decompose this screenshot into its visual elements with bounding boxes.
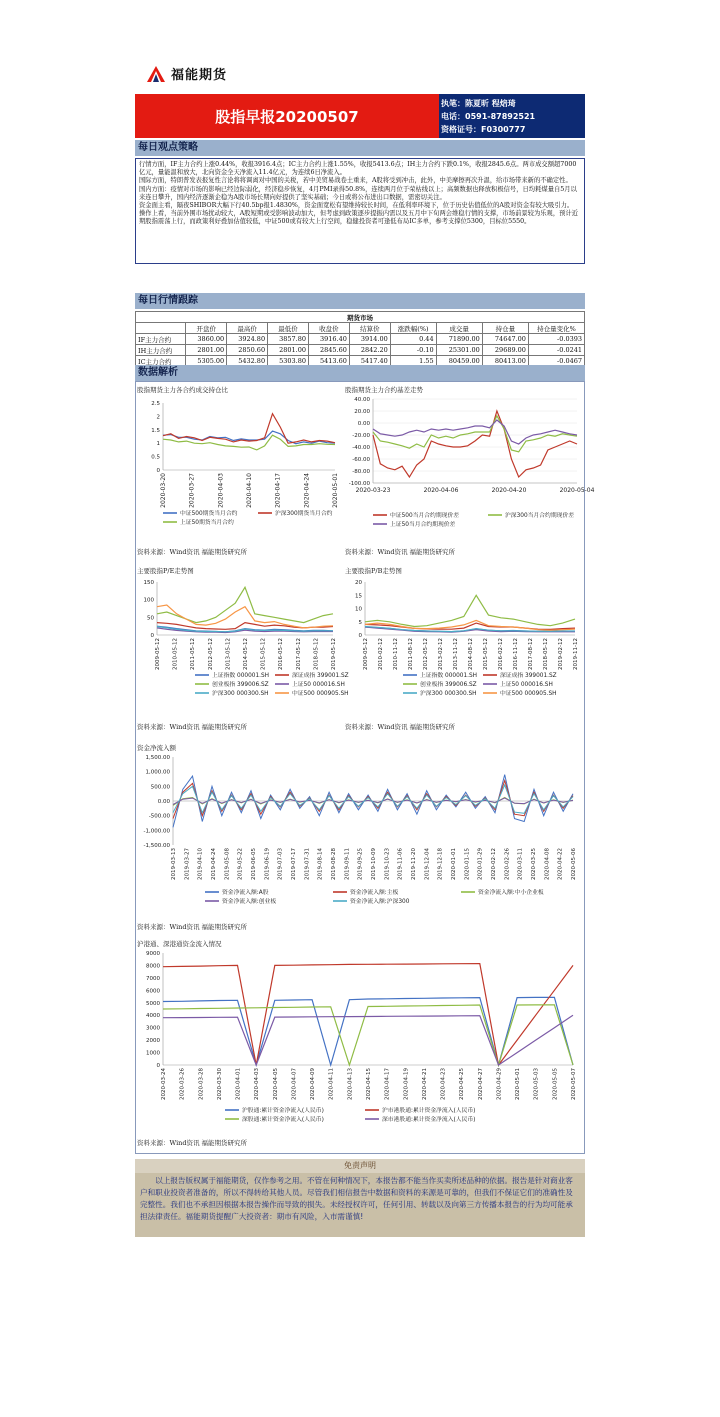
- y-tick-label: -80.00: [352, 469, 370, 475]
- column-header: 最低价: [268, 323, 309, 334]
- x-tick-label: 2019-04-24: [211, 848, 217, 880]
- x-tick-label: 2019-06-05: [251, 848, 257, 880]
- x-tick-label: 2020-04-15: [366, 1068, 372, 1100]
- x-tick-label: 2019-08-28: [331, 848, 337, 880]
- license-line: 资格证号：F0300777: [441, 125, 526, 134]
- table-cell: 71890.00: [436, 334, 482, 345]
- pb-chart: [343, 574, 583, 719]
- y-tick-label: 5000: [146, 1000, 160, 1007]
- y-tick-label: 3000: [146, 1025, 160, 1032]
- y-tick-label: 0.00: [157, 799, 170, 805]
- y-tick-label: 4000: [146, 1013, 160, 1020]
- table-cell: 3857.80: [268, 334, 309, 345]
- y-tick-label: 2000: [146, 1038, 160, 1045]
- x-tick-label: 2020-04-25: [459, 1068, 466, 1100]
- y-tick-label: 2: [156, 414, 160, 421]
- x-tick-label: 2013-05-12: [225, 638, 232, 670]
- x-tick-label: 2020-05-05: [552, 1068, 559, 1100]
- table-cell: 2801.00: [186, 345, 227, 356]
- x-tick-label: 2020-04-08: [544, 848, 551, 880]
- table-cell: 5305.00: [186, 356, 227, 367]
- y-tick-label: 1: [156, 441, 160, 448]
- table-cell: 3914.00: [349, 334, 390, 345]
- x-tick-label: 2020-01-15: [464, 848, 471, 880]
- x-tick-label: 2019-11-12: [573, 638, 579, 670]
- y-tick-label: 15: [355, 593, 362, 600]
- strategy-paragraph: 国际方面，特朗普发表报复性言论将将调离对中国的关税，若中美贸易战卷土重来，A股将受到冲击，此外，中美摩擦再次升温，给市场带来新的不确定性。: [139, 177, 572, 185]
- legend-label: 资金净流入额:沪深300: [350, 899, 410, 905]
- legend-label: 中证500期货当月合约: [180, 511, 238, 517]
- legend-label: 沪市港股通:累计资金净流入(人民币): [382, 1108, 476, 1114]
- x-tick-label: 2019-12-04: [424, 848, 431, 880]
- x-tick-label: 2009-05-12: [363, 638, 369, 670]
- legend-label: 资金净流入额:中小企业板: [478, 890, 544, 896]
- x-tick-label: 2019-10-23: [384, 848, 391, 880]
- x-tick-label: 2020-04-21: [421, 1068, 428, 1100]
- pe-chart: [135, 574, 349, 719]
- y-tick-label: 50: [147, 615, 154, 622]
- author-line: 执笔：陈夏昕 程焙琦: [441, 99, 516, 108]
- x-tick-label: 2016-02-12: [498, 638, 504, 670]
- x-tick-label: 2019-06-19: [264, 848, 271, 880]
- x-tick-label: 2015-05-12: [260, 638, 267, 670]
- table-cell: 5303.80: [268, 356, 309, 367]
- y-tick-label: -20.00: [352, 433, 370, 439]
- source-note: 资料来源：Wind资讯 福能期货研究所: [345, 723, 456, 731]
- y-tick-label: 0: [156, 1063, 160, 1069]
- disclaimer-text: 以上报告版权属于福能期货，仅作参考之用。不管在何种情况下，本报告都不能当作买卖所述品种的依据。报告是针对商业客户和职业投资者准备的，所以不得转给其他人员。尽管我们相信报告中数据和资料的来源是可靠的，但我们不保证它们的准确性及完整性。我们也不承担因根据本报告操作而导致的损失。未经授权许可，任何引用、转载以及向第三方传播本报告的行为均可能承担法律责任。福能期货提醒广大投资者：期市有风险，入市需谨慎!: [135, 1173, 585, 1237]
- legend-label: 沪深300 000300.SH: [420, 691, 477, 697]
- x-tick-label: 2020-01-29: [477, 848, 484, 880]
- x-tick-label: 2016-11-12: [513, 638, 519, 670]
- table-cell: 80413.00: [482, 356, 528, 367]
- strategy-paragraph: 国内方面：疫情对市场的影响已经边际弱化，经济稳步恢复，4月PMI录得50.8%，连续两月位于荣枯线以上；高频数据也释放积极信号，日均耗煤量自5月以来连日攀升，国内经济逐渐企稳为A股市场长期向好提供了坚实基础；今日或将公布进出口数据，需密切关注。: [139, 185, 577, 201]
- y-tick-label: 9000: [146, 951, 160, 957]
- report-title: 股指早报20200507: [135, 94, 439, 138]
- y-tick-label: 20: [355, 580, 362, 586]
- x-tick-label: 2020-04-19: [403, 1068, 410, 1100]
- x-tick-label: 2020-03-26: [179, 1068, 186, 1100]
- column-header: 涨跌幅(%): [390, 323, 436, 334]
- x-tick-label: 2019-10-09: [371, 848, 377, 880]
- x-tick-label: 2020-04-10: [246, 473, 253, 508]
- x-tick-label: 2019-09-11: [344, 848, 351, 880]
- x-tick-label: 2020-01-01: [451, 848, 457, 880]
- legend-label: 资金净流入额:主板: [350, 890, 399, 896]
- source-note: 资料来源：Wind资讯 福能期货研究所: [137, 548, 248, 556]
- y-tick-label: -60.00: [352, 457, 370, 463]
- legend-label: 沪深300当月合约期现价差: [505, 513, 575, 519]
- x-tick-label: 2010-02-12: [378, 638, 384, 670]
- legend-label: 上证指数 000001.SH: [212, 673, 270, 679]
- volume-oi-ratio-chart: [135, 393, 341, 545]
- table-cell: 5413.60: [308, 356, 349, 367]
- x-tick-label: 2015-05-12: [483, 638, 489, 670]
- x-tick-label: 2020-03-27: [188, 473, 196, 508]
- x-tick-label: 2019-04-10: [197, 848, 204, 880]
- x-tick-label: 2019-09-25: [357, 848, 364, 880]
- series-line: [365, 623, 575, 629]
- phone-line: 电话：0591-87892521: [441, 112, 536, 121]
- x-tick-label: 2019-07-03: [277, 848, 284, 880]
- table-cell: -0.0467: [528, 356, 584, 367]
- table-cell: 2842.20: [349, 345, 390, 356]
- legend-label: 中证500 000905.SH: [292, 691, 349, 697]
- x-tick-label: 2019-08-14: [317, 848, 324, 880]
- series-line: [163, 414, 335, 444]
- x-tick-label: 2011-08-12: [408, 638, 414, 670]
- x-tick-label: 2019-11-06: [397, 848, 404, 880]
- x-tick-label: 2016-05-12: [278, 638, 285, 670]
- x-tick-label: 2020-03-24: [161, 1068, 167, 1100]
- y-tick-label: -1,000.00: [143, 828, 170, 835]
- table-cell: 80459.00: [436, 356, 482, 367]
- table-cell: IH主力合约: [136, 345, 186, 356]
- legend-label: 资金净流入额:A股: [222, 890, 269, 896]
- x-tick-label: 2017-08-12: [528, 638, 534, 670]
- y-tick-label: 40.00: [354, 397, 370, 403]
- x-tick-label: 2020-04-11: [328, 1068, 335, 1100]
- series-line: [173, 785, 573, 813]
- x-tick-label: 2020-04-13: [347, 1068, 354, 1100]
- x-tick-label: 2020-04-22: [557, 848, 564, 880]
- source-note: 资料来源：Wind资讯 福能期货研究所: [137, 1139, 248, 1147]
- table-cell: 25301.00: [436, 345, 482, 356]
- x-tick-label: 2020-03-23: [355, 487, 391, 494]
- x-tick-label: 2012-05-12: [207, 638, 214, 670]
- series-line: [163, 964, 573, 1065]
- y-tick-label: 0.5: [151, 454, 160, 461]
- x-tick-label: 2020-04-24: [303, 473, 311, 508]
- table-cell: 2801.00: [268, 345, 309, 356]
- column-header: [136, 323, 186, 334]
- y-tick-label: -100.00: [348, 481, 370, 487]
- y-tick-label: -500.00: [148, 813, 170, 820]
- y-tick-label: 1,500.00: [145, 755, 170, 761]
- y-tick-label: 0: [150, 633, 154, 639]
- x-tick-label: 2019-12-18: [437, 848, 444, 880]
- y-tick-label: 1000: [146, 1050, 160, 1057]
- table-cell: IC主力合约: [136, 356, 186, 367]
- x-tick-label: 2019-05-22: [237, 848, 244, 880]
- x-tick-label: 2020-05-03: [533, 1068, 540, 1100]
- brand-logo: [147, 64, 227, 83]
- fund-flow-chart: [135, 751, 583, 919]
- x-tick-label: 2020-05-01: [515, 1068, 522, 1100]
- source-note: 资料来源：Wind资讯 福能期货研究所: [345, 548, 456, 556]
- table-cell: -0.0393: [528, 334, 584, 345]
- disclaimer-title: 免责声明: [135, 1159, 585, 1173]
- x-tick-label: 2020-04-17: [384, 1068, 391, 1100]
- y-tick-label: 500.00: [150, 784, 170, 791]
- strategy-paragraph: 操作上看，当前外围市场扰动较大，A股短期或受影响波动加大，但考虑到政策逐步提振内需以及五月中下旬两会维稳行情的支撑，市场前景较为乐观，预计近期股指震荡上行，而政策利好叠加估值较低，中证500或有较大上行空间，稳健投资者可逢低布局IC多单，参考支撑位5300，目标位5550。: [139, 210, 579, 226]
- legend-label: 深证成指 399001.SZ: [500, 673, 557, 679]
- legend-label: 沪股通:累计资金净流入(人民币): [242, 1108, 324, 1114]
- legend-label: 沪深300 000300.SH: [212, 691, 269, 697]
- x-tick-label: 2012-05-12: [423, 638, 429, 670]
- table-cell: -0.0241: [528, 345, 584, 356]
- table-cell: 74647.00: [482, 334, 528, 345]
- legend-label: 上证50 000016.SH: [292, 682, 345, 688]
- y-tick-label: 6000: [146, 988, 160, 995]
- x-tick-label: 2013-11-12: [453, 638, 459, 670]
- x-tick-label: 2020-04-05: [272, 1068, 279, 1100]
- y-tick-label: -1,500.00: [143, 843, 170, 849]
- y-tick-label: 2.5: [151, 401, 160, 407]
- x-tick-label: 2020-04-17: [274, 473, 282, 508]
- section-market-heading: 每日行情跟踪: [135, 293, 585, 309]
- futures-table: [135, 311, 585, 367]
- x-tick-label: 2019-07-31: [304, 848, 311, 880]
- column-header: 持仓量变化%: [528, 323, 584, 334]
- section-analysis-heading: 数据解析: [135, 365, 585, 381]
- legend-label: 深股通:累计资金净流入(人民币): [242, 1117, 324, 1123]
- y-tick-label: 7000: [146, 975, 160, 982]
- chart-title: 股指期货主力各合约成交持仓比: [137, 386, 228, 394]
- x-tick-label: 2020-03-25: [531, 848, 537, 880]
- author-info: [439, 94, 585, 138]
- x-tick-label: 2011-05-12: [190, 638, 197, 670]
- chart-title: 资金净流入额: [137, 744, 176, 752]
- x-tick-label: 2019-11-20: [411, 848, 417, 880]
- table-cell: 1.55: [390, 356, 436, 367]
- table-cell: 2845.60: [308, 345, 349, 356]
- legend-label: 深证成指 399001.SZ: [292, 673, 349, 679]
- x-tick-label: 2020-05-06: [571, 848, 577, 880]
- legend-label: 中证500 000905.SH: [500, 691, 557, 697]
- x-tick-label: 2009-05-12: [155, 638, 161, 670]
- table-cell: 5417.40: [349, 356, 390, 367]
- y-tick-label: 0: [358, 633, 362, 639]
- y-tick-label: -40.00: [352, 445, 370, 451]
- strategy-box: [135, 158, 585, 264]
- x-tick-label: 2020-04-27: [477, 1068, 484, 1100]
- x-tick-label: 2014-05-12: [243, 638, 249, 670]
- y-tick-label: 1.5: [151, 427, 160, 434]
- y-tick-label: 0: [156, 468, 160, 474]
- x-tick-label: 2013-02-12: [438, 638, 444, 670]
- connect-flow-chart: [135, 947, 583, 1135]
- x-tick-label: 2020-03-28: [198, 1068, 205, 1100]
- x-tick-label: 2020-04-20: [491, 487, 527, 494]
- x-tick-label: 2020-03-11: [517, 848, 524, 880]
- x-tick-label: 2018-05-12: [313, 638, 320, 670]
- column-header: 成交量: [436, 323, 482, 334]
- basis-chart: [343, 393, 595, 545]
- x-tick-label: 2017-05-12: [295, 638, 302, 670]
- legend-label: 上证指数 000001.SH: [420, 673, 478, 679]
- x-tick-label: 2019-07-17: [291, 848, 297, 880]
- x-tick-label: 2020-04-01: [235, 1068, 242, 1100]
- column-header: 持仓量: [482, 323, 528, 334]
- x-tick-label: 2020-04-03: [217, 473, 225, 508]
- legend-label: 上证50 000016.SH: [500, 682, 553, 688]
- column-header: 最高价: [227, 323, 268, 334]
- chart-title: 股指期货主力合约基差走势: [345, 386, 423, 394]
- brand-name: 福能期货: [171, 68, 228, 83]
- x-tick-label: 2020-04-03: [254, 1068, 261, 1100]
- column-header: 收盘价: [308, 323, 349, 334]
- x-tick-label: 2020-04-23: [440, 1068, 447, 1100]
- x-tick-label: 2020-03-30: [216, 1068, 223, 1100]
- table-cell: 3916.40: [308, 334, 349, 345]
- futures-table-title: 期货市场: [136, 312, 585, 323]
- chart-title: 主要股指P/E走势图: [137, 567, 194, 575]
- series-line: [365, 595, 575, 626]
- x-tick-label: 2019-05-08: [224, 848, 231, 880]
- y-tick-label: 10: [355, 606, 362, 613]
- x-tick-label: 2019-02-12: [558, 638, 564, 670]
- x-tick-label: 2020-04-29: [496, 1068, 503, 1100]
- x-tick-label: 2014-08-12: [468, 638, 474, 670]
- legend-label: 深市港股通:累计资金净流入(人民币): [382, 1117, 476, 1123]
- x-tick-label: 2020-05-07: [571, 1068, 577, 1100]
- table-cell: 0.44: [390, 334, 436, 345]
- table-cell: -0.10: [390, 345, 436, 356]
- series-line: [157, 605, 333, 628]
- x-tick-label: 2020-02-26: [504, 848, 511, 880]
- source-note: 资料来源：Wind资讯 福能期货研究所: [137, 923, 248, 931]
- y-tick-label: 8000: [146, 963, 160, 970]
- source-note: 资料来源：Wind资讯 福能期货研究所: [137, 723, 248, 731]
- y-tick-label: 1,000.00: [145, 769, 170, 776]
- x-tick-label: 2018-05-12: [543, 638, 549, 670]
- table-cell: 3860.00: [186, 334, 227, 345]
- table-cell: IF主力合约: [136, 334, 186, 345]
- y-tick-label: 5: [358, 619, 362, 626]
- column-header: 结算价: [349, 323, 390, 334]
- strategy-paragraph: 行情方面，IF主力合约上涨0.44%，收报3916.4点；IC主力合约上涨1.55%，收报5413.6点；IH主力合约下跌0.1%，收报2845.6点。两市成交额超7000亿元，量能温和放大，北向资金全天净流入11.4亿元，为连续6日净流入。: [139, 161, 577, 177]
- x-tick-label: 2020-04-06: [423, 487, 459, 494]
- table-cell: 3924.80: [227, 334, 268, 345]
- y-tick-label: 0.00: [357, 421, 370, 427]
- y-tick-label: 100: [143, 597, 154, 604]
- legend-label: 创业板指 399006.SZ: [212, 682, 269, 688]
- table-row: [136, 334, 585, 345]
- table-row: [136, 345, 585, 356]
- legend-label: 中证500当月合约期现价差: [390, 513, 460, 519]
- legend-label: 上证50当月合约期现价差: [390, 522, 456, 528]
- x-tick-label: 2020-04-09: [310, 1068, 317, 1100]
- legend-label: 沪深300期货当月合约: [275, 511, 333, 517]
- x-tick-label: 2020-03-20: [160, 473, 167, 508]
- x-tick-label: 2019-03-27: [184, 848, 191, 880]
- table-cell: 5432.80: [227, 356, 268, 367]
- column-header: 开盘价: [186, 323, 227, 334]
- x-tick-label: 2020-05-01: [332, 473, 339, 508]
- section-strategy-heading: 每日观点策略: [135, 140, 585, 156]
- x-tick-label: 2010-05-12: [172, 638, 179, 670]
- legend-label: 资金净流入额:创业板: [222, 899, 277, 905]
- flame-icon: [147, 66, 165, 82]
- chart-title: 沪港通、深港通资金流入情况: [137, 940, 222, 948]
- x-tick-label: 2010-11-12: [393, 638, 399, 670]
- series-line: [373, 411, 577, 477]
- x-tick-label: 2020-02-12: [491, 848, 497, 880]
- x-tick-label: 2020-05-04: [559, 487, 595, 494]
- y-tick-label: 20.00: [354, 409, 370, 415]
- x-tick-label: 2019-05-12: [331, 638, 337, 670]
- chart-title: 主要股指P/B走势图: [345, 567, 402, 575]
- strategy-paragraph: 资金面主看，隔夜SHIBOR大幅下行40.5bp报1.4830%，资金面宽松有望维持较长时间，在低利率环境下，位于历史估值低位的A股对资金有较大吸引力。: [139, 202, 574, 210]
- legend-label: 创业板指 399006.SZ: [420, 682, 477, 688]
- table-cell: 29689.00: [482, 345, 528, 356]
- table-cell: 2850.60: [227, 345, 268, 356]
- x-tick-label: 2020-04-07: [291, 1068, 298, 1100]
- legend-label: 上证50期货当月合约: [180, 520, 234, 526]
- x-tick-label: 2019-03-13: [171, 848, 177, 880]
- y-tick-label: 150: [143, 580, 154, 586]
